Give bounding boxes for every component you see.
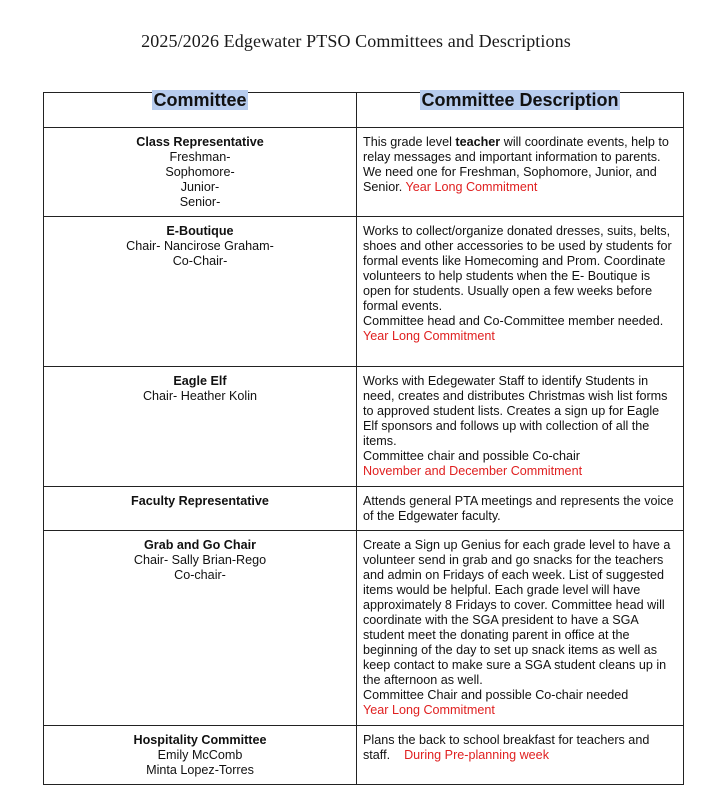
committee-person: Chair- Heather Kolin bbox=[142, 389, 258, 403]
committee-name: Class Representative bbox=[136, 135, 264, 149]
document-title: 2025/2026 Edgewater PTSO Committees and Descriptions bbox=[141, 31, 571, 51]
committee-name: Faculty Representative bbox=[131, 494, 269, 508]
committee-person: Co-chair- bbox=[174, 568, 226, 582]
committee-name: E-Boutique bbox=[166, 224, 234, 238]
description-cell bbox=[357, 531, 684, 726]
committee-cell bbox=[44, 128, 357, 217]
table-row bbox=[44, 531, 684, 726]
committee-cell bbox=[44, 531, 357, 726]
description-text: Create a Sign up Genius for each grade level to have a volunteer send in grab and go snacks for the teachers and admin on Fridays of each week. List of suggested items would be helpful. Each grade level will have approximately 8 Fridays to cover. Committee head will coordinate with the SGA president to have a SGA student meet the donating parent in office at the beginning of the day to set up snack items as well as keep contact to make sure a SGA student cleans up in the afternoon as well. bbox=[363, 538, 671, 687]
description-text: Attends general PTA meetings and represents the voice of the Edgewater faculty. bbox=[363, 494, 674, 523]
commitment-label: During Pre-planning week bbox=[404, 748, 549, 762]
committee-person: Sophomore- bbox=[165, 165, 235, 179]
description-cell bbox=[357, 487, 684, 531]
description-text: Committee head and Co-Committee member needed. bbox=[363, 314, 664, 328]
column-header-label: Committee Description bbox=[421, 90, 619, 110]
committee-person: Chair- Nancirose Graham- bbox=[126, 239, 274, 253]
table-row bbox=[44, 217, 684, 367]
description-cell bbox=[357, 726, 684, 785]
committee-person: Junior- bbox=[180, 180, 220, 194]
table-row bbox=[44, 487, 684, 531]
description-cell bbox=[357, 367, 684, 487]
description-text: Works with Edegewater Staff to identify Students in need, creates and distributes Christmas wish list forms to approved student lists. Creates a sign up for Eagle Elf sponsors and follows up with collection of all the items. bbox=[363, 374, 668, 448]
description-text: Plans the back to school breakfast for teachers and staff. bbox=[363, 733, 650, 762]
committee-person: Co-Chair- bbox=[172, 254, 228, 268]
description-text: Committee chair and possible Co-chair bbox=[363, 449, 580, 463]
description-text: This grade level bbox=[363, 135, 456, 149]
table-row bbox=[44, 128, 684, 217]
commitment-label: Year Long Commitment bbox=[405, 180, 538, 194]
committee-cell bbox=[44, 367, 357, 487]
commitment-label: Year Long Commitment bbox=[363, 703, 495, 717]
committee-person: Chair- Sally Brian-Rego bbox=[133, 553, 267, 567]
committee-person: Senior- bbox=[179, 195, 221, 209]
committee-person: Emily McComb bbox=[157, 748, 243, 762]
table-row bbox=[44, 726, 684, 785]
committee-cell bbox=[44, 726, 357, 785]
committee-name: Hospitality Committee bbox=[133, 733, 267, 747]
column-header-label: Committee bbox=[153, 90, 247, 110]
table-row bbox=[44, 367, 684, 487]
table-header-row bbox=[44, 93, 684, 128]
description-emphasis: teacher bbox=[455, 135, 501, 149]
committees-table bbox=[43, 92, 684, 785]
description-text: Committee Chair and possible Co-chair needed bbox=[363, 688, 629, 702]
committee-person: Freshman- bbox=[169, 150, 231, 164]
column-header-description bbox=[357, 90, 684, 128]
description-cell bbox=[357, 217, 684, 367]
committee-person: Minta Lopez-Torres bbox=[146, 763, 254, 777]
commitment-label: Year Long Commitment bbox=[363, 329, 495, 343]
column-header-committee bbox=[44, 90, 357, 128]
committee-name: Grab and Go Chair bbox=[144, 538, 256, 552]
committee-name: Eagle Elf bbox=[173, 374, 227, 388]
description-text: Works to collect/organize donated dresses, suits, belts, shoes and other accessories to be used by students for formal events like Homecoming and Prom. Coordinate volunteers to help students when the E- Boutique is open for students. Usually open a few weeks before formal events. bbox=[363, 224, 672, 313]
commitment-label: November and December Commitment bbox=[363, 464, 583, 478]
description-cell bbox=[357, 128, 684, 217]
committee-cell bbox=[44, 217, 357, 367]
description-text: will coordinate events, help to relay messages and important information to parents. We need one for Freshman, Sophomore, Junior, and Senior. bbox=[363, 135, 669, 194]
committee-cell bbox=[44, 487, 357, 531]
